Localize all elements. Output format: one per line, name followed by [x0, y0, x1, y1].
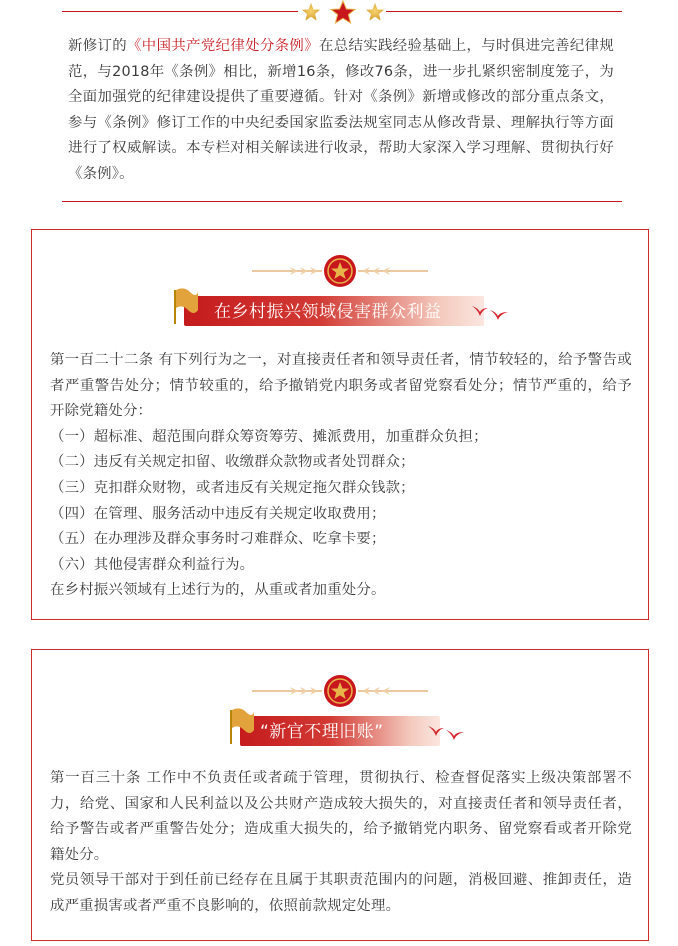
list-item: （五）在办理涉及群众事务时刁难群众、吃拿卡要； — [50, 531, 386, 548]
section-title-banner — [174, 292, 514, 326]
party-emblem-icon — [32, 254, 648, 288]
section-card-rural-revitalization — [31, 229, 649, 620]
divider — [386, 11, 622, 12]
divider — [62, 201, 622, 202]
article-text: 在乡村振兴领域有上述行为的，从重或者加重处分。 — [50, 582, 386, 599]
header-ornament — [0, 0, 678, 30]
list-item: （二）违反有关规定扣留、收缴群众款物或者处罚群众； — [50, 454, 415, 471]
section-body — [50, 348, 632, 604]
section-body — [50, 766, 632, 920]
list-item: （六）其他侵害群众利益行为。 — [50, 556, 255, 573]
party-emblem-icon — [32, 674, 648, 708]
section-card-new-officials — [31, 649, 649, 941]
section-title: 在乡村振兴领域侵害群众利益 — [214, 302, 442, 322]
intro-prefix: 新修订的 — [68, 38, 128, 54]
divider — [62, 11, 298, 12]
article-text: 第一百三十条 工作中不负责任或者疏于管理，贯彻执行、检查督促落实上级决策部署不力，给党、国家和人民利益以及公共财产造成较大损失的，对直接责任者和领导责任者，给予警告或者严重警告处分；造成重大损失的，给予撤销党内职务、留党察看或者开除党籍处分。 — [50, 770, 632, 863]
list-item: （一）超标准、超范围向群众筹资筹劳、摊派费用，加重群众负担； — [50, 428, 488, 445]
section-title: “新官不理旧账” — [260, 722, 384, 742]
star-icon — [298, 0, 388, 26]
red-flag-icon — [170, 284, 200, 326]
article-text: 党员领导干部对于到任前已经存在且属于其职责范围内的问题，消极回避、推卸责任，造成严重损害或者严重不良影响的，依照前款规定处理。 — [50, 872, 632, 914]
red-flag-icon — [226, 704, 256, 746]
article-text: 第一百二十二条 有下列行为之一，对直接责任者和领导责任者，情节较轻的，给予警告或者严重警告处分；情节较重的，给予撤销党内职务或者留党察看处分；情节严重的，给予开除党籍处分： — [50, 352, 632, 420]
regulation-title-link[interactable]: 《中国共产党纪律处分条例》 — [127, 38, 319, 54]
dove-icon — [470, 300, 510, 324]
intro-paragraph — [68, 34, 614, 187]
list-item: （四）在管理、服务活动中违反有关规定收取费用； — [50, 505, 386, 522]
dove-icon — [426, 720, 466, 744]
list-item: （三）克扣群众财物，或者违反有关规定拖欠群众钱款； — [50, 479, 415, 496]
intro-text: 在总结实践经验基础上，与时俱进完善纪律规范，与2018年《条例》相比，新增16条，修改76条，进一步扎紧织密制度笼子，为全面加强党的纪律建设提供了重要遵循。针对《条例》新增或修改的部分重点条文，参与《条例》修订工作的中央纪委国家监委法规室同志从修改背景、理解执行等方面进行了权威解读。本专栏对相关解读进行收录，帮助大家深入学习理解、贯彻执行好《条例》。 — [68, 38, 614, 182]
section-title-banner — [230, 712, 470, 746]
